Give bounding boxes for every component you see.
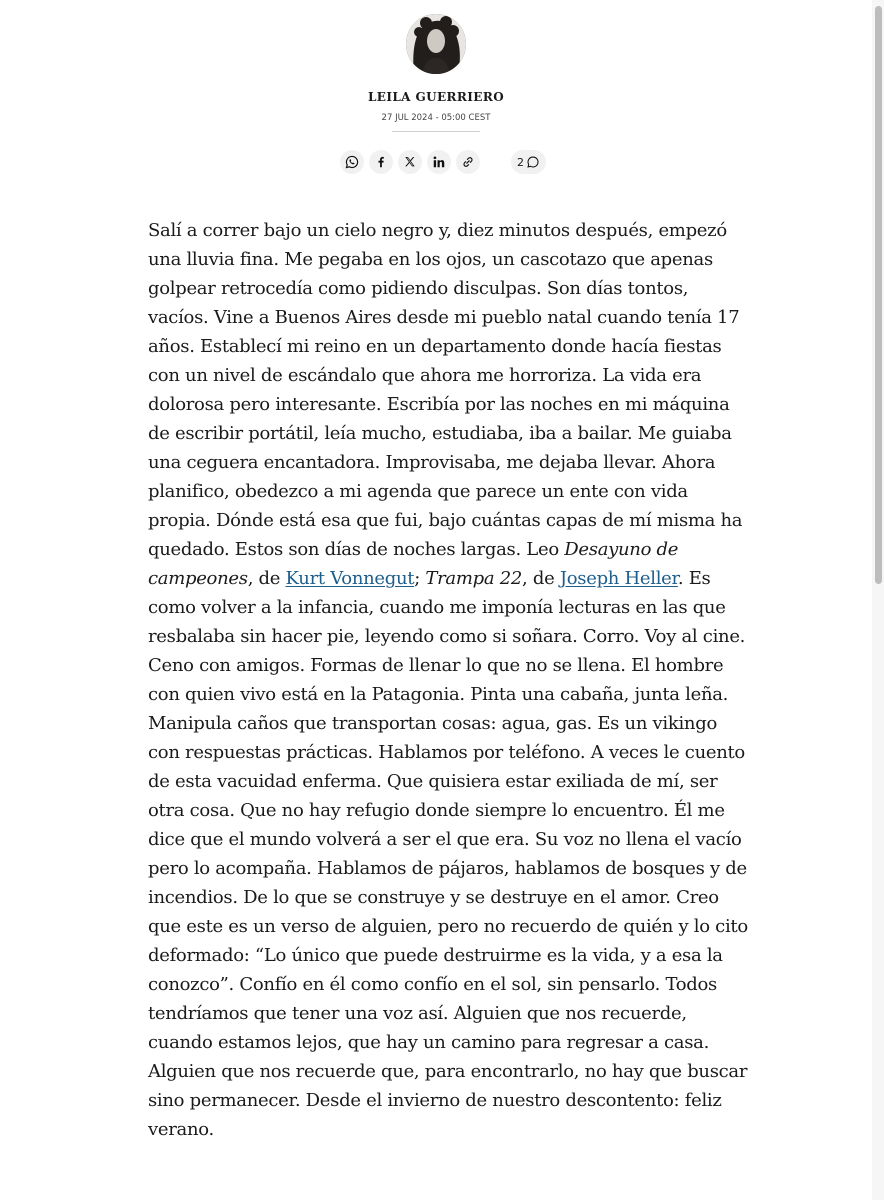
author-avatar[interactable] <box>406 14 466 74</box>
comment-icon <box>526 155 540 169</box>
facebook-share-button[interactable] <box>369 150 393 174</box>
scrollbar-thumb[interactable] <box>875 6 882 584</box>
x-icon <box>403 155 417 169</box>
article-text-part-1: Salí a correr bajo un cielo negro y, diez minutos después, empezó una lluvia fina. Me pegaba en los ojos, un cascotazo que apenas golpear retrocedía como pidiendo disculpas. Son días tontos, vacíos. Vine a Buenos Aires desde mi pueblo natal cuando tenía 17 años. Establecí mi reino en un departamento donde hacía fiestas con un nivel de escándalo que ahora me horroriza. La vida era dolorosa pero interesante. Escribía por las noches en mi máquina de escribir portátil, leía mucho, estudiaba, iba a bailar. Me guiaba una ceguera encantadora. Improvisaba, me dejaba llevar. Ahora planifico, obedezco a mi agenda que parece un ente con vida propia. Dónde está esa que fui, bajo cuántas capas de mí misma ha quedado. Estos son días de noches largas. Leo <box>148 220 743 560</box>
book-title-desayuno: Desayuno de campeones <box>148 539 679 589</box>
article-text-part-2: . Es como volver a la infancia, cuando me imponía lecturas en las que resbalaba sin hacer pie, leyendo como si soñara. Corro. Voy al cine. Ceno con amigos. Formas de llenar lo que no se llena. El hombre con quien vivo está en la Patagonia. Pinta una cabaña, junta leña. Manipula caños que transportan cosas: agua, gas. Es un vikingo con respuestas prácticas. Hablamos por teléfono. A veces le cuento de esta vacuidad enferma. Que quisiera estar exiliada de mí, ser otra cosa. Que no hay refugio donde siempre lo encuentro. Él me dice que el mundo volverá a ser el que era. Su voz no llena el vacío pero lo acompaña. Hablamos de pájaros, hablamos de bosques y de incendios. De lo que se construye y se destruye en el amor. Creo que este es un verso de alguien, pero no recuerdo de quién y lo cito deformado: “Lo único que puede destruirme es la vida, y a esa la conozco”. Confío en él como confío en el sol, sin pensarlo. Todos tendríamos que tener una voz así. Alguien que nos recuerde, cuando estamos lejos, que hay un camino para regresar a casa. Alguien que nos recuerde que, para encontrarlo, no hay que buscar sino permanecer. Desde el invierno de nuestro descontento: feliz verano. <box>148 568 748 1140</box>
facebook-icon <box>374 155 388 169</box>
scrollbar[interactable] <box>872 0 884 1200</box>
article-paragraph <box>148 216 748 1144</box>
author-name[interactable]: LEILA GUERRIERO <box>367 90 505 104</box>
article-text-sep-1: , de <box>247 568 286 589</box>
linkedin-share-button[interactable] <box>427 150 451 174</box>
comments-button[interactable] <box>511 150 546 174</box>
linkedin-icon <box>432 155 446 169</box>
article-text-sep-2: ; <box>414 568 426 589</box>
whatsapp-icon <box>345 155 359 169</box>
joseph-heller-link[interactable]: Joseph Heller <box>559 568 678 589</box>
book-title-trampa: Trampa 22 <box>425 568 522 589</box>
link-icon <box>461 155 475 169</box>
publish-date: 27 JUL 2024 - 05:00 CEST <box>381 113 491 123</box>
comment-count: 2 <box>517 155 524 169</box>
article-text-sep-3: , de <box>522 568 560 589</box>
byline-divider <box>392 131 480 132</box>
avatar-portrait-icon <box>406 14 466 74</box>
whatsapp-share-button[interactable] <box>340 150 364 174</box>
x-share-button[interactable] <box>398 150 422 174</box>
kurt-vonnegut-link[interactable]: Kurt Vonnegut <box>285 568 415 589</box>
article-body <box>148 216 748 1144</box>
byline <box>0 14 872 132</box>
share-bar <box>340 150 546 174</box>
copy-link-button[interactable] <box>456 150 480 174</box>
